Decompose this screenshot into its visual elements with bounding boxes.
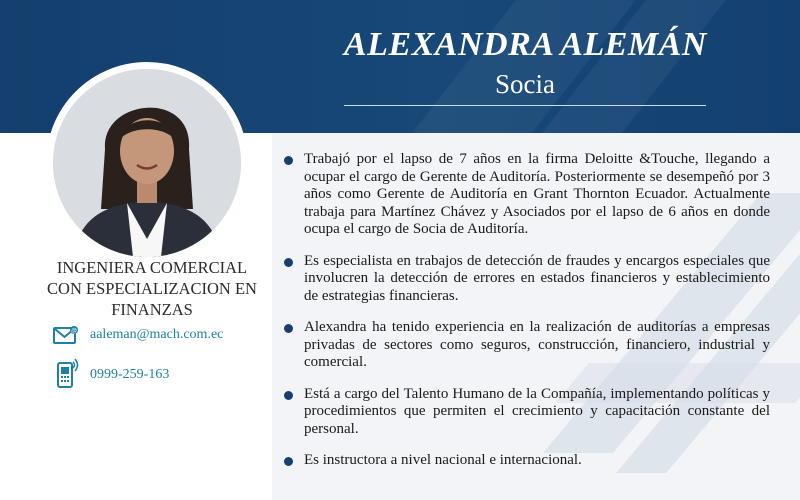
bullet-dot-icon <box>284 156 293 165</box>
email-address[interactable]: aaleman@mach.com.ec <box>90 327 224 342</box>
profile-role: Socia <box>495 69 555 99</box>
profile-name: ALEXANDRA ALEMÁN <box>344 26 707 63</box>
bio-bullet-text: Está a cargo del Talento Humano de la Compañía, implementando políticas y procedimientos que permiten el crecimiento y capacitación constante del personal. <box>304 385 770 437</box>
phone-number[interactable]: 0999-259-163 <box>90 367 170 382</box>
profile-title-line: CON ESPECIALIZACION EN <box>47 279 257 298</box>
header-divider <box>344 105 706 106</box>
bio-bullet-item <box>284 452 770 470</box>
profile-photo <box>46 62 248 264</box>
bio-bullet-item <box>284 253 770 306</box>
bio-bullet-item <box>284 319 770 372</box>
mobile-phone-icon <box>57 357 79 389</box>
email-icon <box>53 325 79 345</box>
bio-bullet-text: Trabajó por el lapso de 7 años en la firma Deloitte &Touche, llegando a ocupar el cargo de Gerente de Auditoría. Posteriormente se desempeñó por 3 años como Gerente de Auditoría en Grant Thornton Ecuador. Actualmente trabaja para Martínez Chávez y Asociados por el lapso de 6 años en donde ocupa el cargo de Socia de Auditoría. <box>304 151 770 237</box>
profile-title-line: FINANZAS <box>111 300 193 319</box>
profile-title-line: INGENIERA COMERCIAL <box>56 258 248 277</box>
bio-bullet-text: Es especialista en trabajos de detección de fraudes y encargos especiales que involucren la detección de errores en estados financieros y establecimiento de estrategias financieras. <box>304 252 770 304</box>
bio-bullet-item <box>284 151 770 239</box>
bio-bullet-text: Es instructora a nivel nacional e internacional. <box>304 452 582 468</box>
bio-bullet-text: Alexandra ha tenido experiencia en la realización de auditorías a empresas privadas de sectores como seguros, construcción, financiero, industrial y comercial. <box>304 319 770 370</box>
person-avatar-icon <box>53 69 241 257</box>
bullet-dot-icon <box>284 457 293 466</box>
bio-bullet-list <box>284 151 770 484</box>
bullet-dot-icon <box>284 258 293 267</box>
bullet-dot-icon <box>284 391 293 400</box>
svg-text:@: @ <box>70 328 78 335</box>
bio-bullet-item <box>284 386 770 439</box>
bullet-dot-icon <box>284 324 293 333</box>
profile-title <box>30 257 274 320</box>
